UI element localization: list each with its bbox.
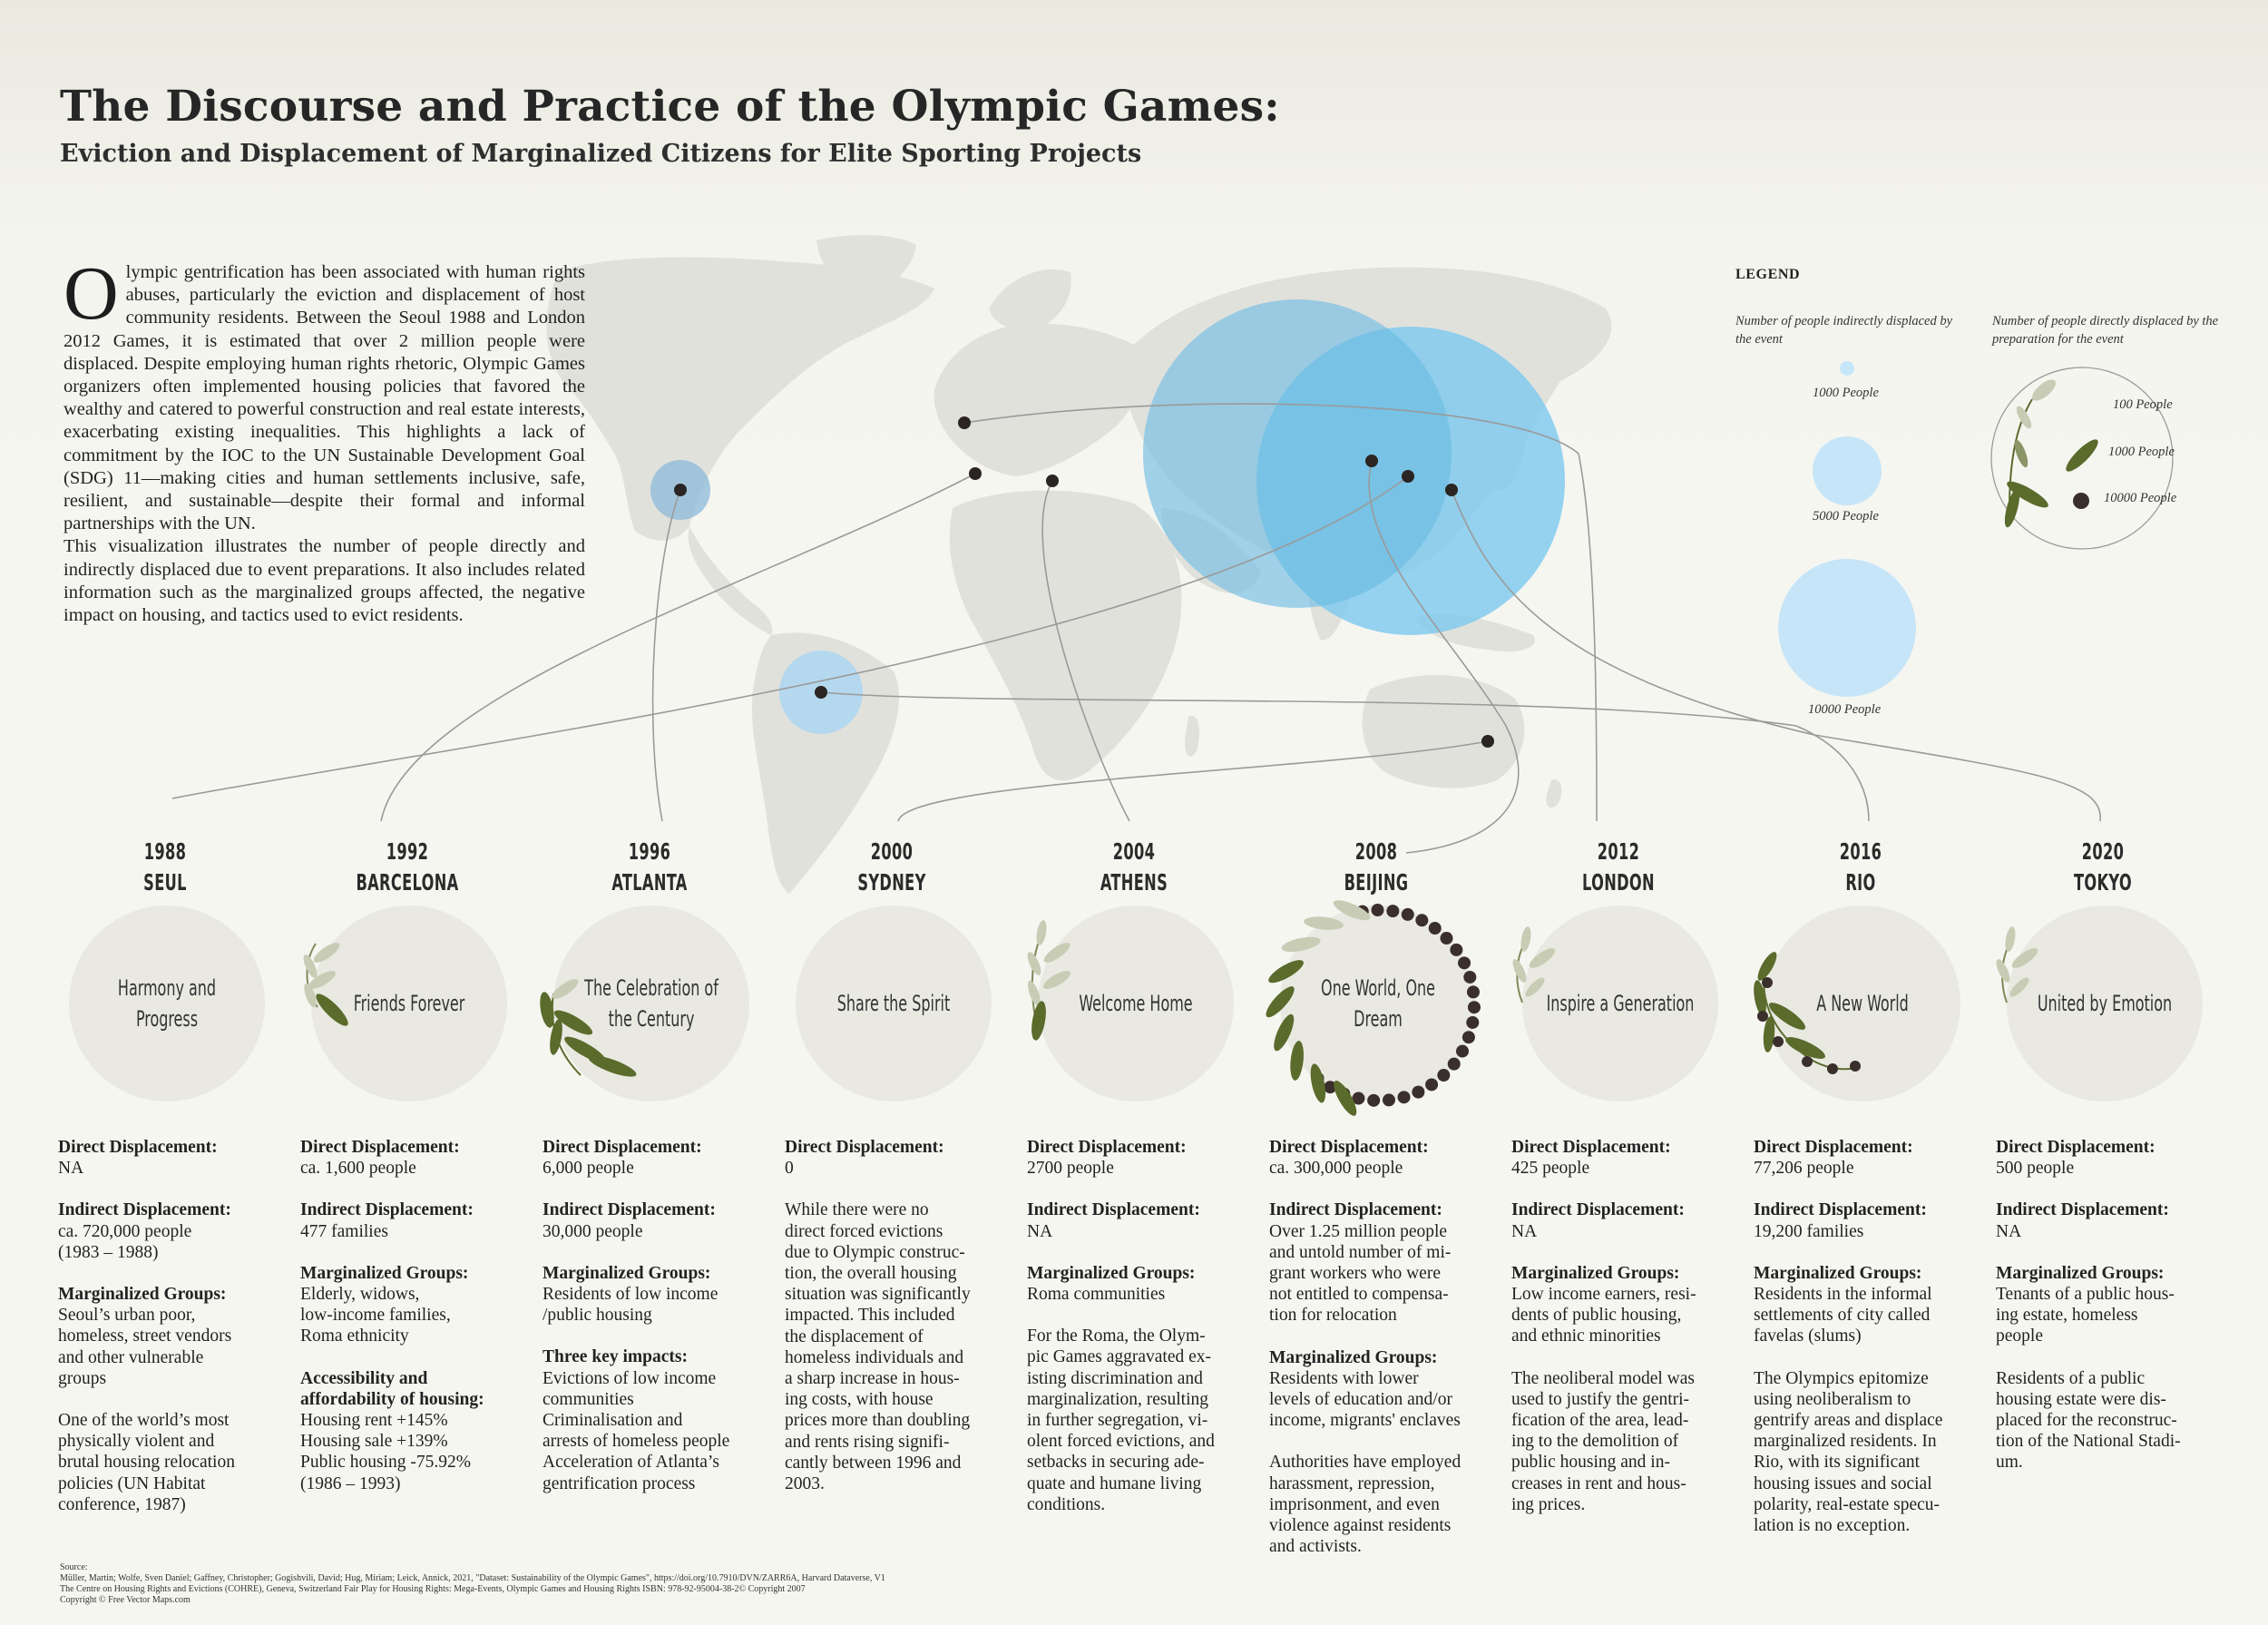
event-header-sydney: 2000 SYDNEY	[857, 838, 926, 896]
detail-section	[1269, 1199, 1487, 1326]
detail-section	[300, 1368, 518, 1494]
detail-section	[1027, 1199, 1245, 1241]
detail-label: Indirect Displacement:	[1269, 1200, 1442, 1220]
wreath-berry	[1468, 1001, 1481, 1013]
page-subtitle: Eviction and Displacement of Marginalized Citizens for Elite Sporting Projects	[60, 140, 1142, 168]
legend-leaf-1000	[2062, 436, 2102, 475]
europe-shape	[934, 324, 1144, 476]
detail-value: 30,000 people	[543, 1221, 643, 1241]
london-dot	[958, 416, 971, 429]
north-america-shape	[546, 258, 934, 541]
detail-section	[58, 1199, 276, 1263]
event-header-tokyo: 2020 TOKYO	[2073, 838, 2133, 896]
detail-value: ca. 300,000 people	[1269, 1159, 1403, 1179]
intro-paragraph-2: This visualization illustrates the number of people directly and indirectly displaced due to event preparations. It also includes related information such as the marginalized groups affected, the negative impact on housing, and tactics used to evict residents.	[64, 536, 585, 626]
detail-section	[1511, 1263, 1729, 1347]
atlanta-dot	[674, 484, 687, 496]
detail-section	[1996, 1263, 2214, 1347]
detail-value: 77,206 people	[1754, 1159, 1854, 1179]
detail-label: Direct Displacement:	[543, 1138, 702, 1157]
detail-section	[785, 1199, 1002, 1494]
legend-indirect-note: Number of people indirectly displaced by the event	[1735, 314, 1953, 347]
detail-section	[1269, 1452, 1487, 1557]
event-header-athens: 2004 ATHENS	[1100, 838, 1168, 896]
event-header-london: 2012 LONDON	[1582, 838, 1655, 896]
detail-label: Indirect Displacement:	[1754, 1200, 1927, 1220]
detail-label: Three key impacts:	[543, 1347, 688, 1367]
connector-rio	[821, 692, 1869, 821]
detail-section	[1511, 1368, 1729, 1515]
rio-dot	[815, 686, 827, 699]
source-line-3: Copyright © Free Vector Maps.com	[60, 1595, 191, 1605]
detail-label: Indirect Displacement:	[58, 1200, 231, 1220]
detail-value: 425 people	[1511, 1159, 1590, 1179]
detail-section	[543, 1263, 760, 1326]
detail-label: Indirect Displacement:	[1027, 1200, 1200, 1220]
detail-value: 6,000 people	[543, 1159, 634, 1179]
detail-value: ca. 720,000 people (1983 – 1988)	[58, 1221, 192, 1262]
detail-section	[785, 1137, 1002, 1179]
detail-label: Indirect Displacement:	[1996, 1200, 2169, 1220]
detail-section	[1996, 1368, 2214, 1473]
detail-value: Housing rent +145% Housing sale +139% Public housing -75.92% (1986 – 1993)	[300, 1411, 471, 1493]
event-details-tokyo	[1996, 1137, 2214, 1494]
legend-title: LEGEND	[1735, 267, 1801, 282]
detail-label: Direct Displacement:	[300, 1138, 460, 1157]
detail-section	[58, 1410, 276, 1515]
wreath-berry	[1462, 1031, 1475, 1043]
detail-value: Residents in the informal settlements of city called favelas (slums)	[1754, 1285, 1932, 1346]
detail-section	[1027, 1137, 1245, 1179]
detail-label: Marginalized Groups:	[1996, 1263, 2165, 1283]
detail-section	[1996, 1137, 2214, 1179]
scandinavia-shape	[989, 269, 1071, 331]
detail-value: 500 people	[1996, 1159, 2075, 1179]
slogan-london: Inspire a Generation	[1546, 991, 1695, 1016]
detail-value: Residents of low income /public housing	[543, 1285, 719, 1326]
detail-section	[1754, 1263, 1971, 1347]
detail-label: Marginalized Groups:	[1754, 1263, 1922, 1283]
detail-label: Direct Displacement:	[1996, 1138, 2156, 1157]
australia-shape	[1363, 675, 1525, 788]
source-heading: Source:	[60, 1562, 88, 1572]
detail-label: Marginalized Groups:	[1027, 1263, 1196, 1283]
detail-label: Marginalized Groups:	[1511, 1263, 1680, 1283]
slogan-atlanta: The Celebration of the Century	[584, 975, 719, 1032]
slogan-beijing: One World, One Dream	[1321, 975, 1435, 1032]
event-header-barcelona: 1992 BARCELONA	[356, 838, 459, 896]
detail-value: One of the world’s most physically violent and brutal housing relocation policies (UN Habitat conference, 1987)	[58, 1411, 235, 1514]
detail-value: NA	[1511, 1221, 1538, 1241]
detail-value: Elderly, widows, low-income families, Roma ethnicity	[300, 1285, 451, 1346]
event-details-athens	[1027, 1137, 1245, 1536]
detail-section	[1511, 1199, 1729, 1241]
tokyo-dot	[1445, 484, 1458, 496]
madagascar-shape	[1185, 716, 1199, 757]
detail-section	[543, 1199, 760, 1241]
africa-shape	[950, 491, 1182, 781]
detail-label: Direct Displacement:	[1027, 1138, 1187, 1157]
source-line-1: Müller, Martin; Wolfe, Sven Daniel; Gaffney, Christopher; Gogishvili, David; Hug, Miriam; Leick, Annick, 2021, "Dataset: Sustainability of the Olympic Games", https://doi.org/10.7910/DVN/ZARR6A, Harvard Dataverse, V1	[60, 1573, 885, 1583]
detail-section	[1754, 1368, 1971, 1537]
detail-value: Evictions of low income communities Criminalisation and arrests of homeless people Acceleration of Atlanta’s gentrification process	[543, 1368, 730, 1493]
slogan-barcelona: Friends Forever	[353, 991, 465, 1016]
detail-value: ca. 1,600 people	[300, 1159, 416, 1179]
detail-section	[543, 1137, 760, 1179]
slogan-seul: Harmony and Progress	[117, 975, 217, 1032]
detail-value: Residents with lower levels of education and/or income, migrants' enclaves	[1269, 1368, 1461, 1431]
detail-value: Authorities have employed harassment, repression, imprisonment, and even violence against residents and activists.	[1269, 1453, 1461, 1557]
legend-leaf-deco2	[2012, 438, 2030, 468]
legend-leaf-deco1	[2014, 404, 2035, 430]
central-america-shape	[689, 526, 773, 635]
detail-label: Indirect Displacement:	[300, 1200, 474, 1220]
legend-indirect-medium	[1813, 436, 1882, 505]
detail-section	[1996, 1199, 2214, 1241]
slogan-sydney: Share the Spirit	[836, 991, 951, 1016]
event-header-rio: 2016 RIO	[1839, 838, 1882, 896]
event-details-atlanta	[543, 1137, 760, 1515]
detail-label: Direct Displacement:	[1511, 1138, 1671, 1157]
detail-value: Low income earners, resi- dents of public housing, and ethnic minorities	[1511, 1285, 1696, 1346]
legend-indirect-label-1: 1000 People	[1813, 386, 1879, 400]
source-notes	[60, 1562, 1149, 1606]
athens-dot	[1046, 475, 1059, 487]
slogan-athens: Welcome Home	[1079, 991, 1193, 1016]
detail-section	[1754, 1137, 1971, 1179]
event-details-london	[1511, 1137, 1729, 1536]
detail-value: While there were no direct forced evictions due to Olympic construc- tion, the overall housing situation was significantly impacted. This included the displacement of homeless individuals and a sharp increase in hous- ing costs, with house prices more than doubling and rents rising signifi- cantly between 1996 and 2003.	[785, 1200, 971, 1494]
legend-indirect-small	[1840, 361, 1854, 376]
overlap-shade	[1143, 299, 1452, 608]
detail-section	[1754, 1199, 1971, 1241]
source-line-2: The Centre on Housing Rights and Evictions (COHRE), Geneva, Switzerland Fair Play for Housing Rights: Mega-Events, Olympic Games and Housing Rights ISBN: 978-92-95004-38-2© Copyright 2007	[60, 1584, 806, 1594]
detail-value: NA	[58, 1159, 84, 1179]
event-details-seul	[58, 1137, 276, 1536]
detail-label: Direct Displacement:	[785, 1138, 944, 1157]
detail-section	[58, 1284, 276, 1389]
seoul-dot	[1402, 470, 1414, 483]
event-details-beijing	[1269, 1137, 1487, 1578]
event-header-atlanta: 1996 ATLANTA	[611, 838, 688, 896]
detail-label: Direct Displacement:	[58, 1138, 218, 1157]
legend-direct-label-3: 10000 People	[2104, 491, 2177, 505]
event-header-beijing: 2008 BEIJING	[1344, 838, 1409, 896]
detail-section	[300, 1199, 518, 1241]
detail-value: NA	[1027, 1221, 1053, 1241]
wreath-berry	[1463, 971, 1476, 984]
page-title: The Discourse and Practice of the Olympic Games:	[60, 82, 1280, 132]
beijing-dot	[1365, 455, 1378, 467]
detail-value: The Olympics epitomize using neoliberalism to gentrify areas and displace marginalized residents. In Rio, with its significant housing issues and social polarity, real-estate specu- lation is no exception.	[1754, 1368, 1943, 1536]
detail-label: Indirect Displacement:	[1511, 1200, 1685, 1220]
wreath-berry	[1458, 956, 1471, 969]
legend-direct-label-2: 1000 People	[2108, 445, 2175, 459]
detail-section	[58, 1137, 276, 1179]
intro-dropcap: O	[64, 251, 119, 336]
detail-value: Seoul’s urban poor, homeless, street vendors and other vulnerable groups	[58, 1306, 232, 1388]
new-zealand-shape	[1546, 779, 1561, 808]
legend-direct-note: Number of people directly displaced by the preparation for the event	[1992, 314, 2219, 347]
legend-direct-label-1: 100 People	[2113, 397, 2173, 412]
legend-indirect-large	[1778, 559, 1916, 697]
detail-value: Roma communities	[1027, 1285, 1166, 1305]
detail-value: 19,200 families	[1754, 1221, 1864, 1241]
detail-section	[300, 1137, 518, 1179]
slogan-rio: A New World	[1816, 991, 1909, 1016]
legend-berry-10000	[2073, 493, 2089, 509]
detail-section	[543, 1346, 760, 1493]
detail-section	[1269, 1347, 1487, 1432]
detail-value: NA	[1996, 1221, 2022, 1241]
event-details-sydney	[785, 1137, 1002, 1515]
detail-value: For the Roma, the Olym- pic Games aggravated ex- isting discrimination and marginalization, resulting in further segregation, vi- olent forced evictions, and setbacks in securing ade- quate and humane living conditions.	[1027, 1326, 1215, 1514]
detail-section	[1027, 1326, 1245, 1515]
detail-label: Marginalized Groups:	[300, 1263, 469, 1283]
detail-label: Indirect Displacement:	[543, 1200, 716, 1220]
event-details-rio	[1754, 1137, 1971, 1557]
detail-value: Residents of a public housing estate were dis- placed for the reconstruc- tion of the National Stadi- um.	[1996, 1368, 2181, 1473]
legend-indirect-label-2: 5000 People	[1813, 509, 1879, 524]
detail-label: Marginalized Groups:	[58, 1285, 227, 1305]
detail-value: The neoliberal model was used to justify the gentri- fication of the area, lead- ing to the demolition of public housing and in- creases in rent and hous- ing prices.	[1511, 1368, 1695, 1514]
detail-label: Accessibility and affordability of housing:	[300, 1368, 484, 1409]
detail-section	[1511, 1137, 1729, 1179]
event-details-barcelona	[300, 1137, 518, 1515]
detail-label: Direct Displacement:	[1754, 1138, 1913, 1157]
detail-value: 0	[785, 1159, 794, 1179]
detail-section	[300, 1263, 518, 1347]
barcelona-dot	[969, 467, 982, 480]
detail-section	[1269, 1137, 1487, 1179]
detail-label: Marginalized Groups:	[543, 1263, 711, 1283]
detail-label: Marginalized Groups:	[1269, 1347, 1438, 1367]
detail-value: 477 families	[300, 1221, 388, 1241]
wreath-berry	[1466, 1016, 1479, 1029]
detail-value: Over 1.25 million people and untold number of mi- grant workers who were not entitled to compensa- tion for relocation	[1269, 1221, 1452, 1326]
legend-leaf-100	[2028, 376, 2059, 404]
legend-indirect-label-3: 10000 People	[1808, 702, 1882, 717]
intro-text	[64, 251, 585, 627]
detail-value: Tenants of a public hous- ing estate, homeless people	[1996, 1285, 2175, 1346]
slogan-tokyo: United by Emotion	[2037, 991, 2173, 1016]
sydney-dot	[1481, 735, 1494, 748]
detail-section	[1027, 1263, 1245, 1305]
detail-value: 2700 people	[1027, 1159, 1114, 1179]
intro-paragraph-1: lympic gentrification has been associated with human rights abuses, particularly the eviction and displacement of host community residents. Between the Seoul 1988 and London 2012 Games, it is estimated that over 2 million people were displaced. Despite employing human rights rhetoric, Olympic Games organizers often implemented housing policies that favored the wealthy and catered to powerful construction and real estate interests, exacerbating existing inequalities. This highlights a lack of commitment by the IOC to the UN Sustainable Development Goal (SDG) 11—making cities and human settlements inclusive, safe, resilient, and sustainable—despite their formal and informal partnerships with the UN.	[64, 262, 585, 534]
detail-label: Direct Displacement:	[1269, 1138, 1429, 1157]
wreath-berry	[1467, 985, 1480, 998]
event-header-seul: 1988 SEUL	[143, 838, 187, 896]
